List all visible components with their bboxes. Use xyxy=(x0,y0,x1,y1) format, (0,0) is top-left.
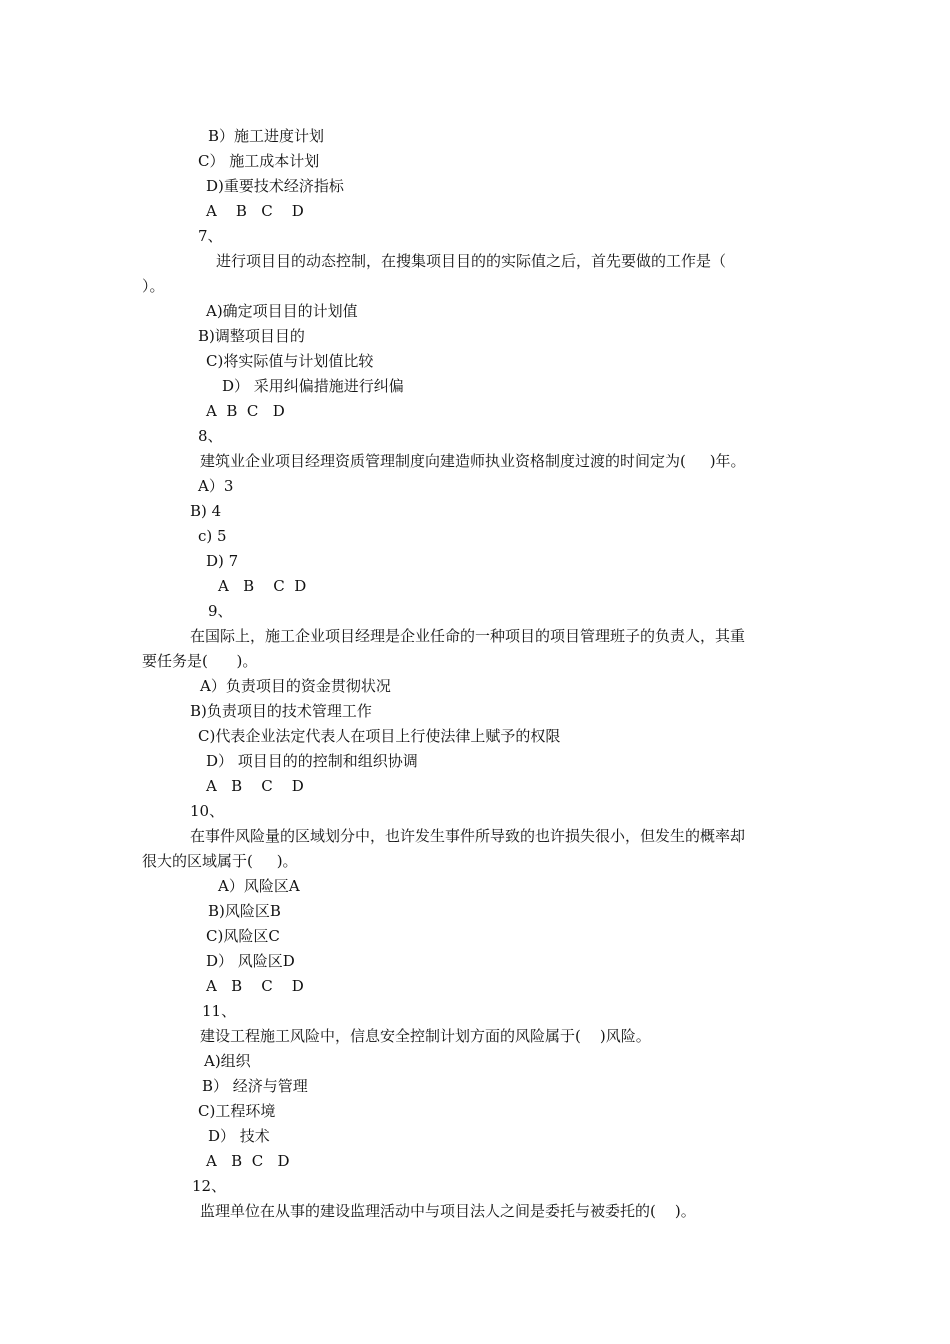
option-line: C)工程环境 xyxy=(198,1102,276,1120)
option-line: C)代表企业法定代表人在项目上行使法律上赋予的权限 xyxy=(198,727,561,745)
question-text: 建筑业企业项目经理资质管理制度向建造师执业资格制度过渡的时间定为( )年。 xyxy=(200,452,746,470)
question-text: 在国际上，施工企业项目经理是企业任命的一种项目的项目管理班子的负责人，其重 xyxy=(190,627,746,645)
option-line: A）负责项目的资金贯彻状况 xyxy=(200,677,391,695)
answer-choices: A B C D xyxy=(218,577,307,595)
question-number: 8、 xyxy=(198,427,223,445)
option-line: D） 项目目的的控制和组织协调 xyxy=(206,752,418,770)
question-number: 12、 xyxy=(192,1177,227,1195)
answer-choices: A B C D xyxy=(206,777,304,795)
question-number: 11、 xyxy=(202,1002,237,1020)
question-text: 要任务是( )。 xyxy=(142,652,258,670)
question-number: 10、 xyxy=(190,802,225,820)
option-line: D） 风险区D xyxy=(206,952,295,970)
option-line: B）施工进度计划 xyxy=(208,127,325,145)
option-line: B)调整项目目的 xyxy=(198,327,305,345)
answer-choices: A B C D xyxy=(206,977,304,995)
option-line: A)确定项目目的计划值 xyxy=(206,302,358,320)
question-number: 9、 xyxy=(208,602,233,620)
option-line: A）3 xyxy=(198,477,234,495)
question-text: 在事件风险量的区域划分中，也许发生事件所导致的也许损失很小，但发生的概率却 xyxy=(190,827,746,845)
option-line: C)将实际值与计划值比较 xyxy=(206,352,374,370)
question-text: 很大的区域属于( )。 xyxy=(142,852,298,870)
question-text: 建设工程施工风险中，信息安全控制计划方面的风险属于( )风险。 xyxy=(200,1027,651,1045)
option-line: B） 经济与管理 xyxy=(202,1077,308,1095)
question-text: 进行项目目的动态控制，在搜集项目目的的实际值之后，首先要做的工作是（ xyxy=(216,252,727,270)
option-line: B) 4 xyxy=(190,502,222,520)
option-line: B)风险区B xyxy=(208,902,281,920)
option-line: A)组织 xyxy=(204,1052,251,1070)
option-line: A）风险区A xyxy=(218,877,300,895)
option-line: c) 5 xyxy=(198,527,227,545)
option-line: D)重要技术经济指标 xyxy=(206,177,344,195)
option-line: B)负责项目的技术管理工作 xyxy=(190,702,372,720)
question-number: 7、 xyxy=(198,227,223,245)
option-line: C)风险区C xyxy=(206,927,280,945)
answer-choices: A B C D xyxy=(206,1152,290,1170)
answer-choices: A B C D xyxy=(206,402,285,420)
option-line: D） 采用纠偏措施进行纠偏 xyxy=(222,377,404,395)
question-text: 监理单位在从事的建设监理活动中与项目法人之间是委托与被委托的( )。 xyxy=(200,1202,696,1220)
option-line: D) 7 xyxy=(206,552,239,570)
answer-choices: A B C D xyxy=(206,202,304,220)
option-line: D） 技术 xyxy=(208,1127,270,1145)
option-line: C） 施工成本计划 xyxy=(198,152,320,170)
question-text: ）。 xyxy=(142,277,165,295)
